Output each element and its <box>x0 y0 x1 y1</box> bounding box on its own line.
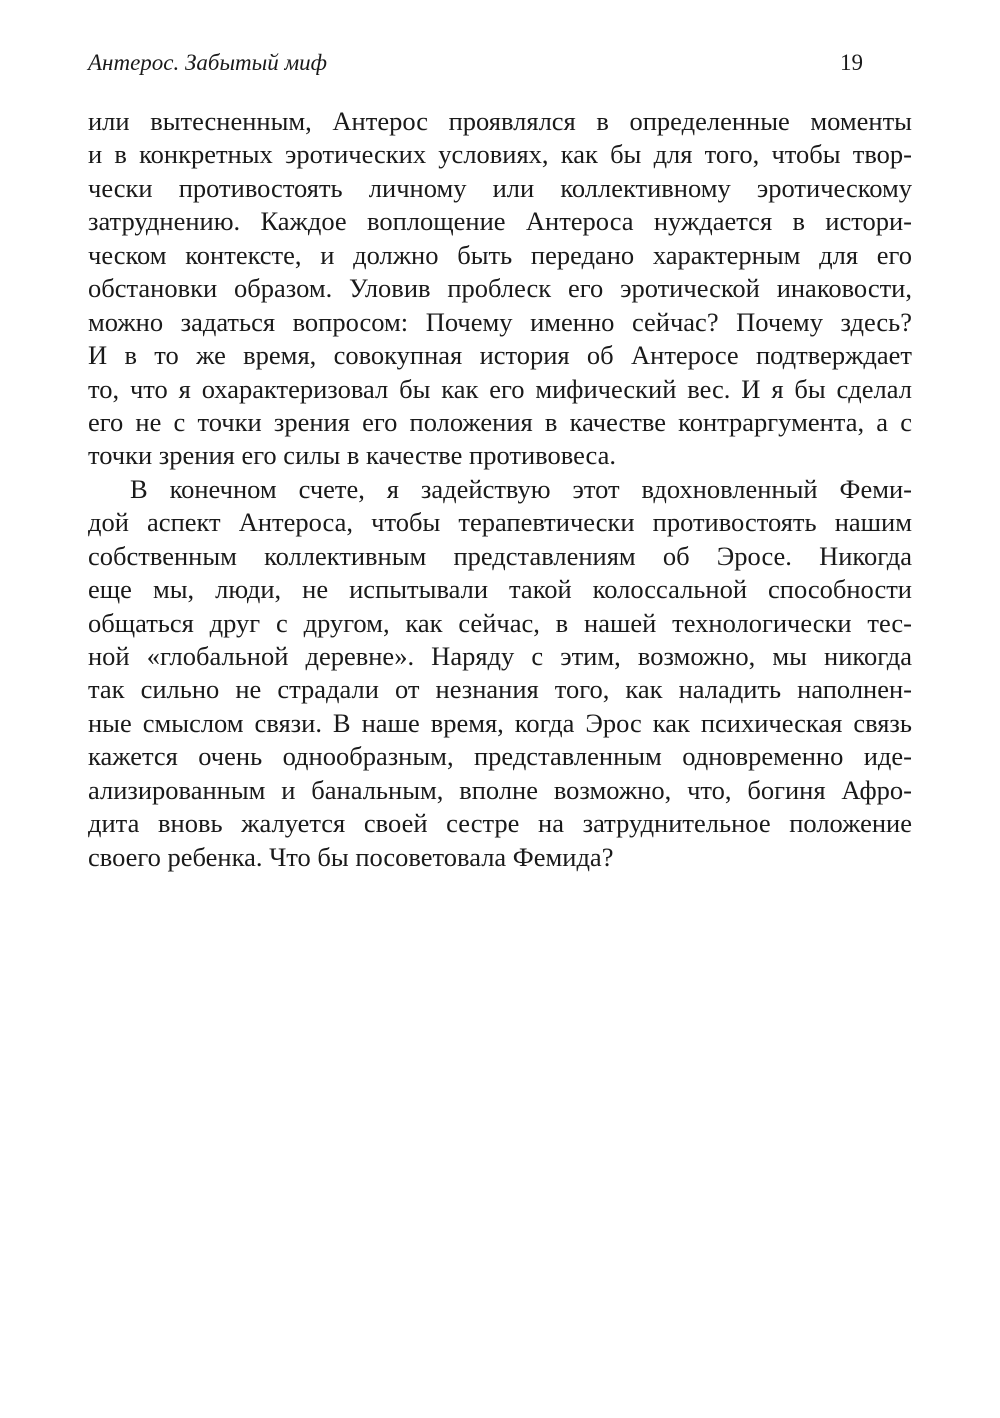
text-line: затруднению. Каждое воплощение Антероса нуждается в истори- <box>88 206 912 237</box>
text-line: еще мы, люди, не испытывали такой колоссальной способности <box>88 574 912 605</box>
running-title: Антерос. Забытый миф <box>88 50 327 75</box>
text-line: дита вновь жалуется своей сестре на затруднительное положение <box>88 808 912 839</box>
text-line: ческом контексте, и должно быть передано характерным для его <box>88 239 912 270</box>
text-line: его не с точки зрения его положения в качестве контраргумента, а с <box>88 406 912 437</box>
text-line: общаться друг с другом, как сейчас, в нашей технологически тес- <box>88 607 912 638</box>
text-line: и в конкретных эротических условиях, как бы для того, чтобы твор- <box>88 139 912 170</box>
text-line: дой аспект Антероса, чтобы терапевтически противостоять нашим <box>88 507 912 538</box>
text-line: так сильно не страдали от незнания того, как наладить наполнен- <box>88 674 912 705</box>
text-line: то, что я охарактеризовал бы как его мифический вес. И я бы сделал <box>88 373 912 404</box>
paragraph <box>88 105 912 473</box>
text-line: ализированным и банальным, вполне возможно, что, богиня Афро- <box>88 774 912 805</box>
text-line: В конечном счете, я задействую этот вдохновленный Феми- <box>130 473 912 504</box>
text-line: ной «глобальной деревне». Наряду с этим, возможно, мы никогда <box>88 641 912 671</box>
page-number: 19 <box>840 50 863 75</box>
text-line: или вытесненным, Антерос проявлялся в определенные моменты <box>88 106 912 136</box>
text-line: своего ребенка. Что бы посоветовала Фемида? <box>88 841 614 872</box>
text-line: И в то же время, совокупная история об Антеросе подтверждает <box>88 340 912 371</box>
text-line: чески противостоять личному или коллективному эротическому <box>88 172 912 203</box>
body-text <box>88 105 912 874</box>
text-line: ные смыслом связи. В наше время, когда Эрос как психическая связь <box>88 707 912 738</box>
running-header <box>88 50 863 82</box>
text-line: точки зрения его силы в качестве противовеса. <box>88 440 616 471</box>
text-line: можно задаться вопросом: Почему именно сейчас? Почему здесь? <box>88 306 912 337</box>
text-line: собственным коллективным представлениям об Эросе. Никогда <box>88 540 912 571</box>
text-line: кажется очень однообразным, представленным одновременно иде- <box>88 741 912 772</box>
paragraph <box>88 473 912 874</box>
text-line: обстановки образом. Уловив проблеск его эротической инаковости, <box>88 273 912 304</box>
